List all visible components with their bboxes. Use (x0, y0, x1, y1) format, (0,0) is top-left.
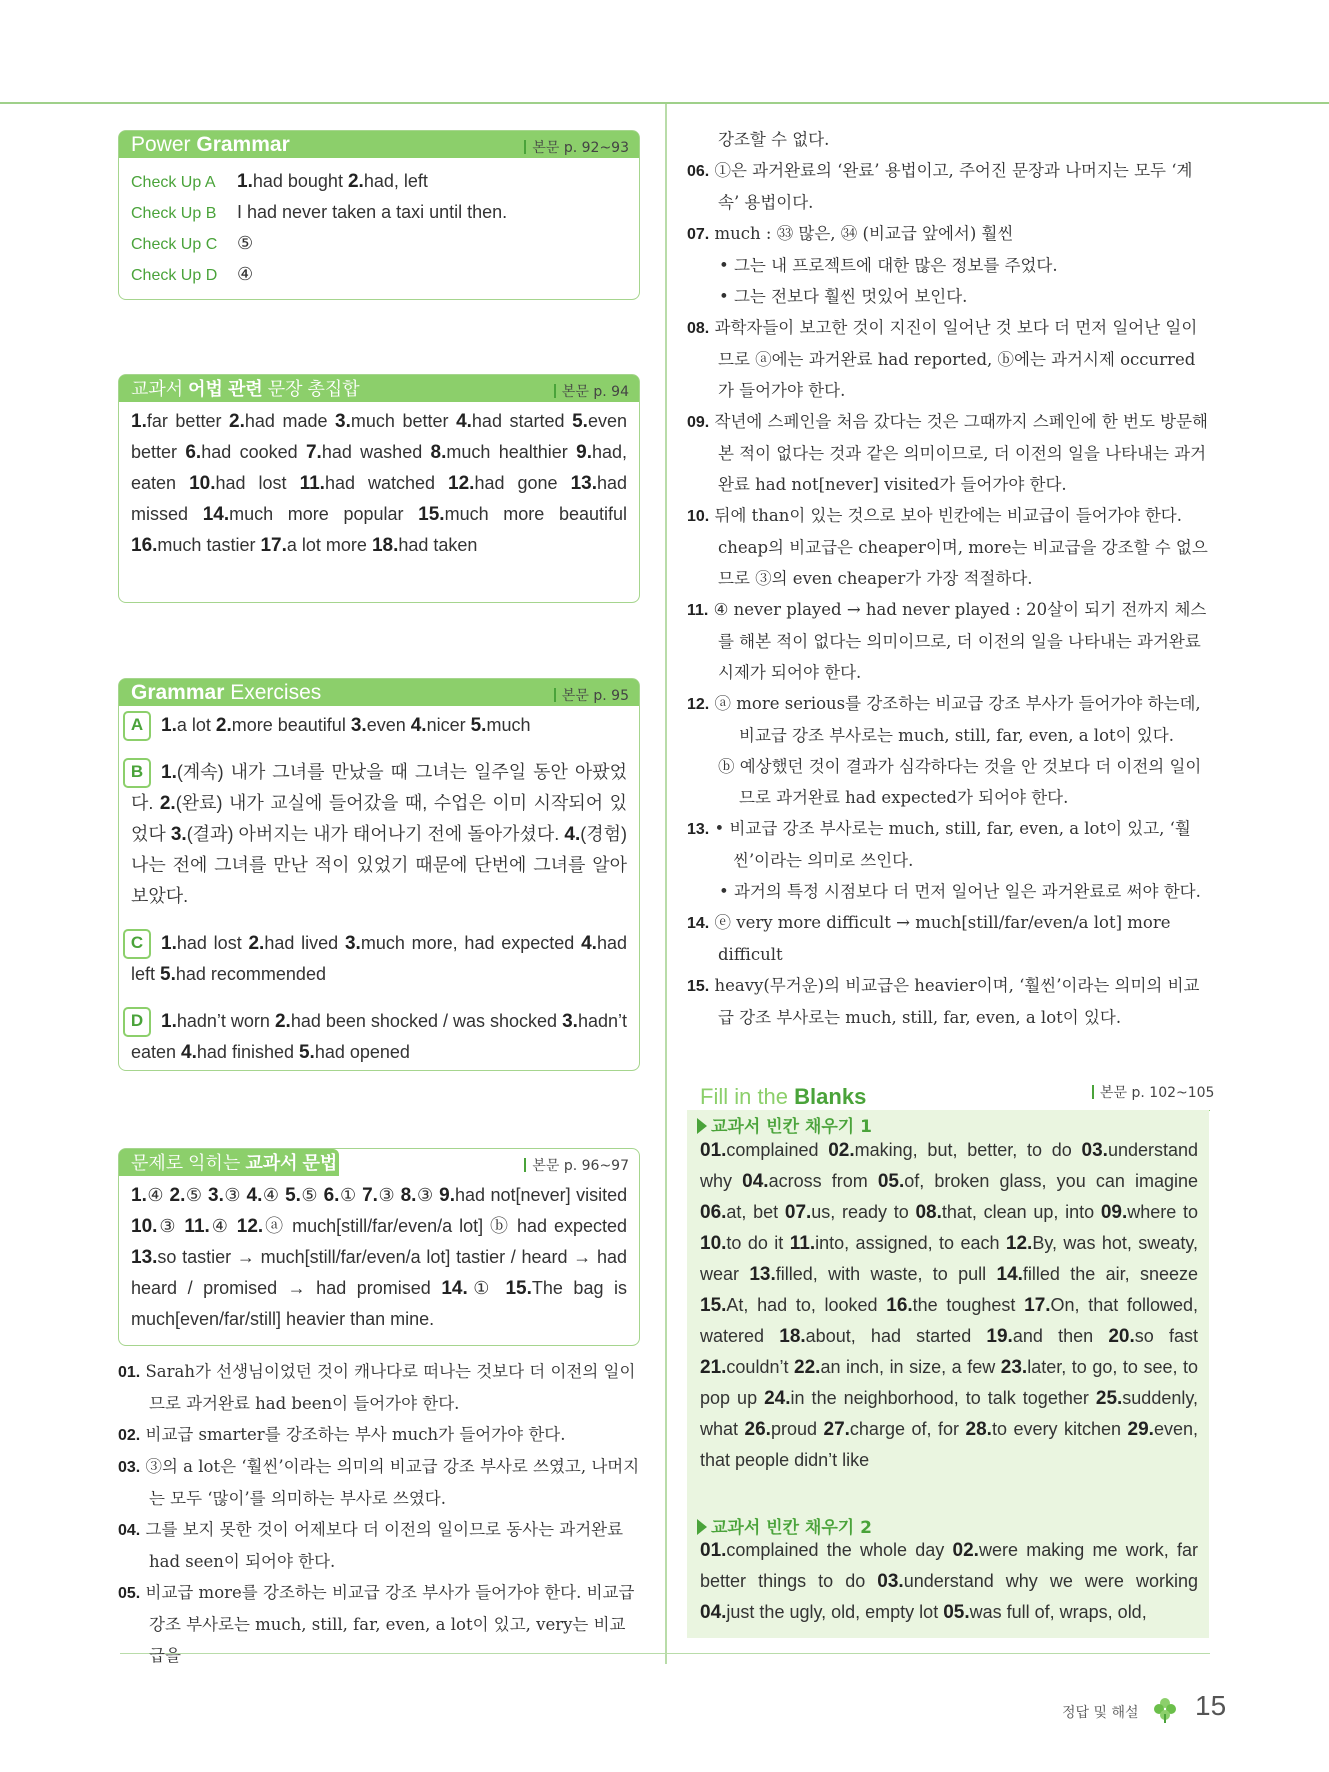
answer-text: ④ (146, 1185, 170, 1205)
answer-number: 02. (952, 1540, 979, 1561)
grammar-exercises-page-ref: 본문 p. 95 (554, 685, 629, 705)
answer-text: had watched (324, 473, 449, 493)
problem-grammar-title: 문제로 익히는 교과서 문법 (131, 1153, 338, 1173)
answer-number: 2. (159, 793, 176, 814)
answer-text: By, was hot, sweaty, wear (700, 1233, 1198, 1284)
explanation-11: 11. ④ never played → had never played : 20살이 되기 전까지 체스를 해본 적이 없다는 의미이므로, 더 이전의 일을 나타내는 과거완료시제가 되어야 한다. (687, 600, 1207, 682)
answer-text: had been shocked / was shocked (290, 1011, 563, 1031)
answer-text: had lost (215, 473, 300, 493)
explanation-number: 02. (118, 1427, 141, 1444)
answer-number: 2. (248, 933, 265, 954)
check-up-row (131, 228, 627, 259)
answer-number: 2. (215, 715, 232, 736)
answer-number: 22. (794, 1357, 821, 1378)
explanation-12-b: ⓑ 예상했던 것이 결과가 심각하다는 것을 안 것보다 더 이전의 일이므로 과거완료 had expected가 되어야 한다. (718, 757, 1202, 807)
answer-text: the toughest (912, 1295, 1025, 1315)
answer-number: 17. (260, 535, 287, 556)
explanation-text: ③의 a lot은 ‘훨씬’이라는 의미의 비교급 강조 부사로 쓰였고, 나머지는 모두 ‘많이’를 의미하는 부사로 쓰였다. (145, 1457, 640, 1508)
answer-text: ⓐ much[still/far/even/a lot] ⓑ had expected (263, 1216, 628, 1236)
answer-number: 16. (131, 535, 158, 556)
answer-text: had not[never] visited (454, 1185, 628, 1205)
explanation-number: 01. (118, 1364, 141, 1381)
answer-number: 14. (202, 504, 230, 525)
answer-number: 3. (208, 1185, 224, 1206)
answer-text: into, assigned, to each (815, 1233, 1006, 1253)
left-explanations (118, 1356, 640, 1671)
answer-number: 21. (700, 1357, 727, 1378)
grammar-exercises-title: Grammar Exercises (131, 681, 322, 704)
answer-text: understand why we were working (903, 1571, 1198, 1591)
answer-text: later, to go, to see, to pop up (700, 1357, 1199, 1408)
textbook-grammar-title: 교과서 어법 관련 문장 총집합 (131, 379, 360, 399)
answer-text: much better (350, 411, 457, 431)
explanation-15: 15. heavy(무거운)의 비교급은 heavier이며, ‘훨씬’이라는 의미의 비교급 강조 부사로는 much, still, far, even, a lot이 있다. (687, 976, 1200, 1027)
answer-number: 15. (700, 1295, 727, 1316)
answer-text: and then (1012, 1326, 1109, 1346)
answer-text: complained the whole day (726, 1540, 953, 1560)
answer-number: 01. (700, 1140, 727, 1161)
answer-number: 9. (576, 442, 592, 463)
column-divider (665, 104, 667, 1664)
answer-number: 02. (828, 1140, 855, 1161)
answer-number: 2. (229, 411, 245, 432)
exercise-tab-c: C (123, 929, 151, 959)
problem-grammar-answers (119, 1176, 639, 1341)
explanation-07-bullet-2: • 그는 전보다 훨씬 멋있어 보인다. (719, 287, 968, 306)
answer-number: 4. (564, 824, 581, 845)
answer-text: had washed (321, 442, 431, 462)
answer-text: had cooked (201, 442, 306, 462)
answer-number: 04. (742, 1171, 769, 1192)
answer-text: across from (768, 1171, 878, 1191)
answer-text: where to (1127, 1202, 1198, 1222)
answer-text: ⑤ (185, 1185, 209, 1205)
answer-text: had gone (474, 473, 571, 493)
check-up-row (131, 166, 627, 197)
check-up-label: Check Up C (131, 236, 218, 253)
power-grammar-answers (119, 158, 639, 296)
answer-text: in the neighborhood, to talk together (790, 1388, 1096, 1408)
answer-number: 11. (299, 473, 325, 494)
answer-text: about, had started (805, 1326, 987, 1346)
answer-number: 29. (1127, 1419, 1154, 1440)
answer-number: 24. (764, 1388, 791, 1409)
answer-text: filled the air, sneeze (1022, 1264, 1199, 1284)
answer-text: much more beautiful (444, 504, 627, 524)
answer-number: 7. (305, 442, 322, 463)
clover-icon (1150, 1694, 1180, 1724)
explanation-entry (118, 1356, 640, 1419)
answer-number: 11. (184, 1216, 210, 1237)
explanation-10: 10. 뒤에 than이 있는 것으로 보아 빈칸에는 비교급이 들어가야 한다. cheap의 비교급은 cheaper이며, more는 비교급을 강조할 수 없으므로 ③의 even cheaper가 가장 적절하다. (687, 506, 1208, 588)
answer-text: that, clean up, into (941, 1202, 1101, 1222)
answer-text: ③ (157, 1216, 185, 1236)
answer-number: 06. (700, 1202, 727, 1223)
answer-number: 1. (161, 933, 177, 954)
explanation-entry (118, 1419, 640, 1451)
answer-number: 15. (505, 1278, 532, 1299)
answer-text: much tastier (157, 535, 261, 555)
fill-blanks-section-2-title: 교과서 빈칸 채우기 2 (697, 1513, 872, 1538)
explanation-08: 08. 과학자들이 보고한 것이 지진이 일어난 것 보다 더 먼저 일어난 일이므로 ⓐ에는 과거완료 had reported, ⓑ에는 과거시제 occurred가 들어가야 한다. (687, 318, 1198, 400)
grammar-exercises-header (119, 679, 639, 706)
answer-text: filled, with waste, to pull (775, 1264, 997, 1284)
answer-text: nicer (426, 715, 471, 735)
answer-number: 15. (418, 504, 445, 525)
answer-text: far better (146, 411, 230, 431)
answer-number: 3. (562, 1011, 578, 1032)
fill-blanks-section-1-title: 교과서 빈칸 채우기 1 (697, 1112, 872, 1137)
answer-text: had bought (252, 171, 348, 191)
answer-text: had missed (131, 473, 628, 524)
answer-number: 4. (410, 715, 427, 736)
explanation-text: 비교급 smarter를 강조하는 부사 much가 들어가야 한다. (145, 1425, 566, 1444)
answer-text: (결과) 아버지는 내가 태어나기 전에 돌아가셨다. (186, 824, 565, 844)
answer-text: proud (770, 1419, 824, 1439)
textbook-grammar-box (118, 374, 640, 603)
answer-text: I had never taken a taxi until then. (237, 202, 508, 222)
answer-text: us, ready to (811, 1202, 916, 1222)
answer-text: even (366, 715, 411, 735)
answer-text: had taken (398, 535, 478, 555)
answer-number: 2. (169, 1185, 186, 1206)
power-grammar-title: Power Grammar (131, 133, 290, 156)
answer-text: were making me work, far better things to do (700, 1540, 1199, 1591)
answer-number: 03. (877, 1571, 904, 1592)
answer-number: 19. (986, 1326, 1013, 1347)
answer-number: 3. (344, 933, 361, 954)
answer-number: 27. (823, 1419, 850, 1440)
answer-number: 5. (160, 964, 176, 985)
answer-number: 4. (181, 1042, 197, 1063)
answer-number: 8. (430, 442, 447, 463)
check-up-label: Check Up D (131, 267, 218, 284)
answer-text: had recommended (175, 964, 326, 984)
check-up-label: Check Up A (131, 174, 216, 191)
answer-text: ④ (262, 1185, 286, 1205)
answer-text: so tastier → much[still/far/even/a lot] tastier / heard → had heard / promised → had promised (131, 1247, 627, 1298)
answer-number: 1. (161, 715, 177, 736)
answer-number: 18. (371, 535, 399, 556)
answer-text: (경험) 나는 전에 그녀를 만난 적이 있었기 때문에 단번에 그녀를 알아보았다. (131, 824, 627, 906)
exercise-c (131, 928, 627, 990)
answer-number: 12. (236, 1216, 264, 1237)
power-grammar-page-ref: 본문 p. 92~93 (524, 137, 629, 157)
fill-blanks-page-ref: 본문 p. 102~105 (1092, 1082, 1214, 1102)
problem-grammar-page-ref: 본문 p. 96~97 (524, 1155, 629, 1175)
answer-number: 10. (189, 473, 216, 494)
problem-grammar-header (119, 1149, 339, 1176)
explanation-14: 14. ⓔ very more difficult → much[still/far/even/a lot] more difficult (687, 913, 1171, 964)
textbook-grammar-header (119, 375, 639, 402)
answer-number: 4. (456, 411, 472, 432)
answer-text: had lost (176, 933, 249, 953)
explanation-entry (118, 1451, 640, 1514)
answer-number: 1. (237, 171, 253, 192)
answer-number: 5. (470, 715, 487, 736)
answer-text: much more, had expected (360, 933, 582, 953)
answer-number: 28. (965, 1419, 992, 1440)
explanation-entry (118, 1577, 640, 1671)
answer-number: 7. (362, 1185, 378, 1206)
answer-number: 01. (700, 1540, 727, 1561)
check-up-row (131, 197, 627, 228)
answer-number: 12. (448, 473, 475, 494)
answer-text: The bag is much[even/far/still] heavier than mine. (131, 1278, 627, 1329)
answer-number: 4. (246, 1185, 263, 1206)
answer-text: had, left (363, 171, 428, 191)
answer-text: even, that people didn’t like (700, 1419, 1198, 1470)
fill-blanks-section-2-answers (700, 1535, 1198, 1628)
answer-text: at, bet (726, 1202, 785, 1222)
answer-text: ③ (416, 1185, 440, 1205)
answer-number: 1. (131, 1185, 147, 1206)
footer-label: 정답 및 해설 (1062, 1705, 1139, 1721)
explanation-12: 12. ⓐ more serious를 강조하는 비교급 강조 부사가 들어가야 하는데, 비교급 강조 부사로는 much, still, far, even, a lot이 있다. (687, 694, 1201, 745)
answer-text: ⑤ (300, 1185, 324, 1205)
answer-number: 3. (350, 715, 367, 736)
answer-number: 11. (789, 1233, 816, 1254)
explanation-number: 03. (118, 1459, 141, 1476)
answer-text: ③ (377, 1185, 401, 1205)
answer-text: making, but, better, to do (854, 1140, 1082, 1160)
explanation-09: 09. 작년에 스페인을 처음 갔다는 것은 그때까지 스페인에 한 번도 방문해 본 적이 없다는 것과 같은 의미이므로, 더 이전의 일을 나타내는 과거완료 had not[never] visited가 들어가야 한다. (687, 412, 1208, 494)
answer-text: ⑤ (237, 233, 254, 253)
fill-blanks-section-1-answers (700, 1135, 1198, 1476)
explanation-text: 비교급 more를 강조하는 비교급 강조 부사가 들어가야 한다. 비교급 강조 부사로는 much, still, far, even, a lot이 있고, very는 비교급을 (145, 1583, 635, 1665)
answer-number: 08. (915, 1202, 942, 1223)
answer-text: to do it (726, 1233, 790, 1253)
answer-text: a lot more (286, 535, 372, 555)
answer-number: 3. (170, 824, 187, 845)
answer-text: had opened (314, 1042, 410, 1062)
answer-number: 20. (1108, 1326, 1135, 1347)
answer-number: 2. (274, 1011, 291, 1032)
answer-number: 14. (996, 1264, 1023, 1285)
answer-text: an inch, in size, a few (820, 1357, 1001, 1377)
exercise-tab-b: B (123, 758, 151, 788)
answer-text: to every kitchen (991, 1419, 1128, 1439)
answer-text: had started (471, 411, 573, 431)
right-explanations (687, 124, 1209, 1033)
answer-number: 13. (570, 473, 597, 494)
answer-text: so fast (1134, 1326, 1198, 1346)
explanation-05-continued: 강조할 수 없다. (718, 130, 830, 149)
answer-number: 5. (572, 411, 588, 432)
answer-number: 26. (744, 1419, 771, 1440)
answer-text: had, eaten (131, 442, 628, 493)
answer-number: 10. (131, 1216, 158, 1237)
answer-number: 18. (779, 1326, 806, 1347)
answer-text: much (486, 715, 531, 735)
answer-text: just the ugly, old, empty lot (726, 1602, 944, 1622)
answer-text: couldn’t (726, 1357, 795, 1377)
answer-number: 14. (441, 1278, 468, 1299)
answer-number: 25. (1095, 1388, 1123, 1409)
answer-number: 1. (131, 411, 147, 432)
answer-text: was full of, wraps, old, (969, 1602, 1147, 1622)
answer-number: 3. (335, 411, 351, 432)
check-up-label: Check Up B (131, 205, 217, 222)
answer-text: had left (131, 933, 627, 984)
explanation-number: 04. (118, 1522, 141, 1539)
answer-text: much healthier (446, 442, 577, 462)
exercise-tab-d: D (123, 1007, 151, 1037)
answer-number: 5. (285, 1185, 301, 1206)
answer-number: 13. (749, 1264, 776, 1285)
textbook-grammar-page-ref: 본문 p. 94 (554, 381, 629, 401)
answer-text: of, broken glass, you can imagine (904, 1171, 1198, 1191)
answer-number: 5. (298, 1042, 315, 1063)
explanation-13-bullet-2: • 과거의 특정 시점보다 더 먼저 일어난 일은 과거완료로 써야 한다. (719, 882, 1201, 901)
explanation-number: 05. (118, 1585, 141, 1602)
answer-number: 1. (161, 1011, 177, 1032)
answer-number: 04. (700, 1602, 727, 1623)
answer-number: 10. (700, 1233, 727, 1254)
answer-number: 9. (439, 1185, 455, 1206)
answer-number: 13. (131, 1247, 158, 1268)
answer-text: hadn’t worn (176, 1011, 275, 1031)
answer-text: had finished (196, 1042, 299, 1062)
answer-number: 1. (161, 762, 177, 783)
exercise-tab-a: A (123, 711, 151, 741)
grammar-exercises-box (118, 678, 640, 1071)
check-up-row (131, 259, 627, 290)
answer-text: ① (339, 1185, 363, 1205)
answer-text: (계속) 내가 그녀를 만났을 때 그녀는 일주일 동안 아팠었다. (131, 762, 627, 813)
power-grammar-header (119, 131, 639, 158)
problem-grammar-box (118, 1148, 640, 1346)
answer-number: 23. (1000, 1357, 1028, 1378)
explanation-06: 06. ①은 과거완료의 ‘완료’ 용법이고, 주어진 문장과 나머지는 모두 ‘계속’ 용법이다. (687, 161, 1193, 212)
answer-text: complained (726, 1140, 829, 1160)
answer-text: ③ (223, 1185, 247, 1205)
answer-number: 12. (1005, 1233, 1033, 1254)
answer-number: 03. (1081, 1140, 1108, 1161)
answer-text: ① (467, 1278, 506, 1298)
answer-text: suddenly, what (700, 1388, 1199, 1439)
explanation-entry (118, 1514, 640, 1577)
textbook-grammar-answers (119, 402, 639, 567)
answer-number: 16. (886, 1295, 913, 1316)
answer-text: more beautiful (231, 715, 351, 735)
answer-text: had lived (264, 933, 345, 953)
answer-number: 05. (877, 1171, 905, 1192)
exercise-a (131, 710, 627, 741)
answer-number: 05. (943, 1602, 970, 1623)
answer-text: hadn’t eaten (131, 1011, 627, 1062)
exercise-d (131, 1006, 627, 1068)
explanation-text: Sarah가 선생님이었던 것이 캐나다로 떠나는 것보다 더 이전의 일이므로 과거완료 had been이 들어가야 한다. (145, 1362, 636, 1413)
explanation-text: 그를 보지 못한 것이 어제보다 더 이전의 일이므로 동사는 과거완료 had seen이 되어야 한다. (145, 1520, 624, 1571)
power-grammar-box (118, 130, 640, 300)
explanation-07: 07. much : ㉝ 많은, ㉞ (비교급 앞에서) 훨씬 (687, 224, 1014, 243)
answer-text: charge of, for (849, 1419, 966, 1439)
answer-text: (완료) 내가 교실에 들어갔을 때, 수업은 이미 시작되어 있었다 (131, 793, 627, 844)
answer-number: 6. (185, 442, 202, 463)
answer-text: had made (244, 411, 336, 431)
explanation-07-bullet-1: • 그는 내 프로젝트에 대한 많은 정보를 주었다. (719, 256, 1058, 275)
answer-number: 8. (400, 1185, 417, 1206)
answer-text: ④ (237, 264, 254, 284)
answer-text: much more popular (229, 504, 419, 524)
answer-text: At, had to, looked (726, 1295, 887, 1315)
answer-number: 17. (1024, 1295, 1051, 1316)
answer-number: 4. (581, 933, 597, 954)
answer-text: On, that followed, watered (700, 1295, 1198, 1346)
grammar-exercises-answers (119, 706, 639, 1074)
fill-blanks-title: Fill in the Blanks (700, 1084, 867, 1109)
answer-number: 6. (323, 1185, 340, 1206)
explanation-13: 13. • 비교급 강조 부사로는 much, still, far, even, a lot이 있고, ‘훨씬’이라는 의미로 쓰인다. (687, 819, 1191, 870)
answer-number: 07. (784, 1202, 812, 1223)
answer-number: 2. (347, 171, 364, 192)
exercise-b (131, 757, 627, 912)
answer-text: even better (131, 411, 627, 462)
answer-text: understand why (700, 1140, 1199, 1191)
answer-number: 09. (1100, 1202, 1128, 1223)
page-number: 15 (1195, 1690, 1227, 1721)
answer-text: ④ (209, 1216, 237, 1236)
answer-text: a lot (176, 715, 216, 735)
